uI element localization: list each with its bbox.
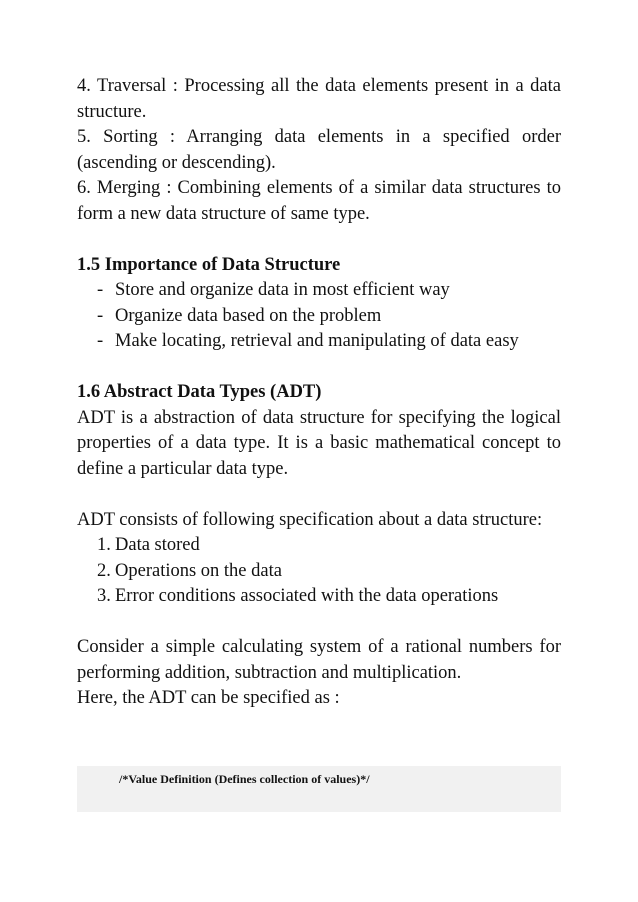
adt-intro-paragraph: ADT is a abstraction of data structure for specifying the logical properties of a data type. It is a basic mathematical concept to define a particular data type. (77, 407, 561, 479)
list-item (77, 278, 561, 304)
document-page (77, 74, 561, 712)
list-item-text: Store and organize data in most efficient way (115, 280, 450, 300)
ops-item-traversal: 4. Traversal : Processing all the data elements present in a data structure. (77, 76, 561, 122)
list-item-text: Make locating, retrieval and manipulating of data easy (115, 331, 519, 351)
list-item (77, 329, 561, 355)
adt-spec-list (77, 533, 561, 610)
list-number: 2. (97, 560, 111, 581)
list-item-text: Data stored (115, 535, 200, 555)
list-item-text: Organize data based on the problem (115, 305, 382, 326)
example-paragraph: Consider a simple calculating system of a rational numbers for performing addition, subtraction and multiplication. (77, 637, 561, 683)
list-item-text: Error conditions associated with the data operations (115, 586, 499, 606)
adt-spec-intro: ADT consists of following specification about a data structure: (77, 509, 543, 530)
list-item (77, 533, 561, 559)
spacer (77, 355, 561, 381)
code-comment-line: /*Value Definition (Defines collection of values)*/ (119, 772, 370, 786)
spacer (77, 227, 561, 253)
dash-bullet: - (97, 305, 104, 326)
list-number: 1. (97, 535, 111, 555)
spacer (77, 610, 561, 636)
example-line: Here, the ADT can be specified as : (77, 688, 340, 708)
list-item-text: Operations on the data (115, 560, 282, 581)
ops-item-sorting: 5. Sorting : Arranging data elements in a specified order (ascending or descending). (77, 127, 561, 173)
list-item (77, 304, 561, 330)
dash-bullet: - (97, 280, 104, 300)
code-block (77, 766, 561, 812)
importance-list (77, 278, 561, 355)
spacer (77, 482, 561, 508)
dash-bullet: - (97, 331, 104, 351)
list-item (77, 584, 561, 610)
section-heading-importance: 1.5 Importance of Data Structure (77, 254, 341, 275)
section-heading-adt: 1.6 Abstract Data Types (ADT) (77, 382, 322, 402)
list-number: 3. (97, 586, 111, 606)
ops-item-merging: 6. Merging : Combining elements of a similar data structures to form a new data structure of same type. (77, 178, 561, 224)
list-item (77, 559, 561, 585)
